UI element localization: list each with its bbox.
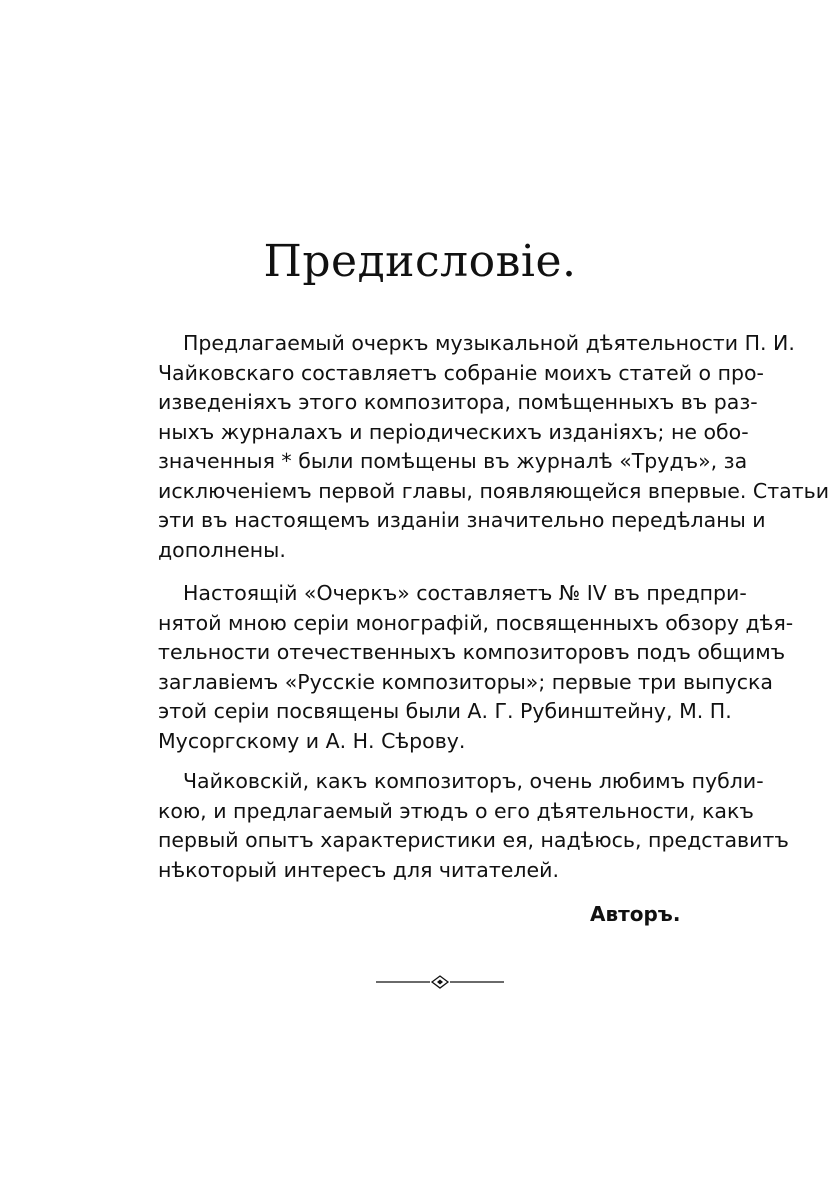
- paragraph-2: [158, 579, 794, 756]
- text-line: тельности отечественныхъ композиторовъ подъ общимъ: [158, 640, 786, 664]
- text-line: эти въ настоящемъ изданіи значительно передѣланы и: [158, 508, 766, 532]
- text-line: первый опытъ характеристики ея, надѣюсь, представитъ: [158, 828, 789, 852]
- text-line: Настоящій «Очеркъ» составляетъ № IV въ предпри-: [183, 581, 747, 605]
- text-line: дополнены.: [158, 537, 286, 562]
- paragraph-1: [158, 329, 830, 565]
- text-line: ныхъ журналахъ и періодическихъ изданіяхъ; не обо-: [158, 419, 749, 444]
- text-line: изведеніяхъ этого композитора, помѣщенныхъ въ раз-: [158, 390, 758, 414]
- diamond-rule-ornament-icon: [376, 974, 504, 990]
- text-line: Предлагаемый очеркъ музыкальной дѣятельности П. И.: [183, 331, 795, 355]
- page-title: Предисловіе.: [263, 236, 577, 287]
- text-line: Чайковскій, какъ композиторъ, очень любимъ публи-: [183, 769, 764, 793]
- text-line: Мусоргскому и А. Н. Сѣрову.: [158, 728, 466, 753]
- paragraph-3: [158, 767, 789, 885]
- text-line: нятой мною серіи монографій, посвященныхъ обзору дѣя-: [158, 610, 794, 635]
- author-signature: Авторъ.: [590, 902, 681, 926]
- text-line: значенныя * были помѣщены въ журналѣ «Трудъ», за: [158, 449, 748, 473]
- text-line: этой серіи посвящены были А. Г. Рубинштейну, М. П.: [158, 699, 732, 723]
- text-line: кою, и предлагаемый этюдъ о его дѣятельности, какъ: [158, 798, 754, 823]
- text-line: исключеніемъ первой главы, появляющейся впервые. Статьи: [158, 478, 830, 503]
- text-line: Чайковскаго составляетъ собраніе моихъ статей о про-: [158, 360, 764, 385]
- text-line: заглавіемъ «Русскіе композиторы»; первые три выпуска: [158, 669, 773, 694]
- text-line: нѣкоторый интересъ для читателей.: [158, 857, 559, 882]
